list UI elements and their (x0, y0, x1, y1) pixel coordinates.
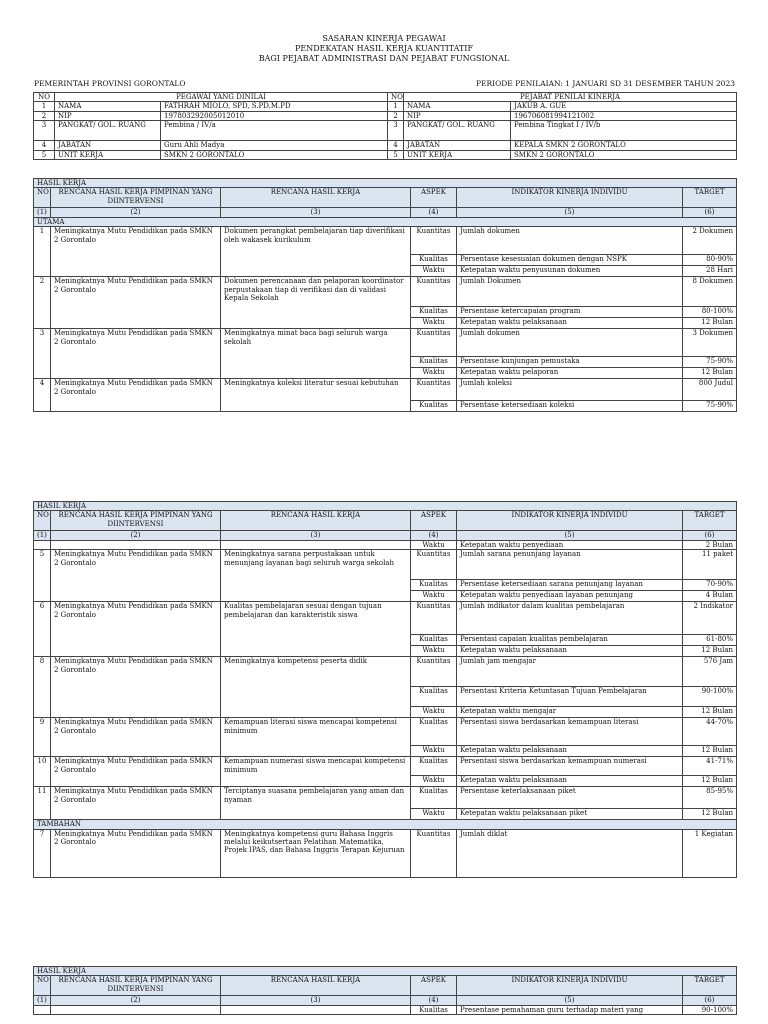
indikator-cell: Persentasi siswa berdasarkan kemampuan literasi (457, 718, 683, 746)
identity-label: JABATAN (55, 141, 161, 150)
identity-value: Guru Ahli Madya (161, 141, 388, 150)
target-cell: 85-95% (683, 787, 737, 809)
target-cell: 44-70% (683, 718, 737, 746)
indikator-cell: Presentase pemahaman guru terhadap materi yang (457, 1005, 683, 1014)
item-no: 2 (34, 277, 51, 329)
indikator-cell: Ketepatan waktu penyediaan layanan penunjang (457, 591, 683, 602)
aspek-cell: Waktu (411, 266, 457, 277)
aspek-cell: Kuantitas (411, 657, 457, 687)
identity-row (34, 102, 737, 111)
indikator-cell: Persentase keterlaksanaan piket (457, 787, 683, 809)
rhk-pimpinan-cell: Meningkatnya Mutu Pendidikan pada SMKN 2 Gorontalo (51, 602, 221, 657)
identity-no: 1 (388, 102, 404, 111)
section-tambahan (34, 820, 737, 829)
col-target: TARGET (683, 188, 737, 208)
target-cell: 80-100% (683, 307, 737, 318)
col-number: (5) (457, 208, 683, 217)
target-cell: 12 Bulan (683, 707, 737, 718)
rhk-pimpinan-cell (51, 1005, 221, 1014)
rhk-pimpinan-cell: Meningkatnya Mutu Pendidikan pada SMKN 2 Gorontalo (51, 829, 221, 877)
identity-value: FATHRAH MIOLO, SPD, S.PD.M.PD (161, 102, 388, 111)
indikator-cell: Persentasi capaian kualitas pembelajaran (457, 635, 683, 646)
item-no (34, 1005, 51, 1014)
aspek-cell: Kualitas (411, 357, 457, 368)
indikator-cell: Persentase ketersediaan sarana penunjang layanan (457, 580, 683, 591)
indikator-cell: Persentasi Kriteria Ketuntasan Tujuan Pembelajaran (457, 687, 683, 707)
id-col-no-2: NO (388, 93, 404, 102)
aspek-cell: Kualitas (411, 307, 457, 318)
item-no: 8 (34, 657, 51, 718)
rhk-cell: Meningkatnya koleksi literatur sesuai kebutuhan (221, 379, 411, 412)
aspek-cell: Kualitas (411, 787, 457, 809)
col-number: (1) (34, 531, 51, 540)
target-cell: 11 paket (683, 550, 737, 580)
identity-label: NAMA (55, 102, 161, 111)
identity-value: Pembina Tingkat I / IV/b (511, 121, 737, 141)
identity-label: NAMA (404, 102, 511, 111)
aspek-cell: Waktu (411, 318, 457, 329)
target-cell: 80-90% (683, 255, 737, 266)
target-cell: 8 Dokumen (683, 277, 737, 307)
col-rhk-pimpinan: RENCANA HASIL KERJA PIMPINAN YANG DIINTERVENSI (51, 188, 221, 208)
rhk-pimpinan-cell (51, 540, 221, 549)
header-row (34, 188, 737, 208)
identity-label: PANGKAT/ GOL. RUANG (404, 121, 511, 141)
identity-value: KEPALA SMKN 2 GORONTALO (511, 141, 737, 150)
indikator-cell: Ketepatan waktu pelaporan (457, 368, 683, 379)
identity-label: UNIT KERJA (404, 150, 511, 159)
col-target: TARGET (683, 511, 737, 531)
section-row (34, 179, 737, 188)
identity-value: Pembina / IV/a (161, 121, 388, 141)
col-rhk: RENCANA HASIL KERJA (221, 511, 411, 531)
rhk-cell: Meningkatnya kompetensi peserta didik (221, 657, 411, 718)
identity-row (34, 121, 737, 141)
target-cell: 2 Bulan (683, 540, 737, 549)
pejabat-penilai-header: PEJABAT PENILAI KINERJA (404, 93, 737, 102)
numbering-row (34, 531, 737, 540)
rhk-cell: Kualitas pembelajaran sesuai dengan tujuan pembelajaran dan karakteristik siswa (221, 602, 411, 657)
item-row (34, 657, 737, 687)
target-cell: 12 Bulan (683, 776, 737, 787)
identity-value: 196706081994121002 (511, 111, 737, 120)
aspek-cell: Kuantitas (411, 329, 457, 357)
doc-subtitle-2: BAGI PEJABAT ADMINISTRASI DAN PEJABAT FUNGSIONAL (258, 54, 510, 63)
indikator-cell: Ketepatan waktu mengajar (457, 707, 683, 718)
identity-label: NIP (55, 111, 161, 120)
indikator-cell: Persentase kesesuaian dokumen dengan NSPK (457, 255, 683, 266)
col-rhk-pimpinan: RENCANA HASIL KERJA PIMPINAN YANG DIINTERVENSI (51, 511, 221, 531)
item-no: 10 (34, 757, 51, 787)
col-number: (6) (683, 531, 737, 540)
col-number: (3) (221, 208, 411, 217)
indikator-cell: Ketepatan waktu pelaksanaan (457, 318, 683, 329)
target-cell: 12 Bulan (683, 368, 737, 379)
target-cell: 1 Kegiatan (683, 829, 737, 877)
target-cell: 75-90% (683, 357, 737, 368)
item-row (34, 829, 737, 877)
identity-row (34, 141, 737, 150)
rhk-cell: Terciptanya suasana pembelajaran yang aman dan nyaman (221, 787, 411, 820)
item-no: 3 (34, 329, 51, 379)
aspek-cell: Kualitas (411, 635, 457, 646)
item-row (34, 329, 737, 357)
continuation-row (34, 1005, 737, 1014)
target-cell: 12 Bulan (683, 746, 737, 757)
identity-no: 2 (388, 111, 404, 120)
target-cell: 90-100% (683, 687, 737, 707)
col-number: (6) (683, 208, 737, 217)
rhk-cell: Kemampuan literasi siswa mencapai kompetensi minimum (221, 718, 411, 757)
rhk-pimpinan-cell: Meningkatnya Mutu Pendidikan pada SMKN 2 Gorontalo (51, 718, 221, 757)
col-number: (6) (683, 996, 737, 1005)
col-number: (4) (411, 208, 457, 217)
indikator-cell: Persentasi siswa berdasarkan kemampuan numerasi (457, 757, 683, 776)
indikator-cell: Jumlah Dokumen (457, 277, 683, 307)
item-row (34, 379, 737, 401)
rhk-cell: Dokumen perangkat pembelajaran tiap diverifikasi oleh wakasek kurikulum (221, 227, 411, 277)
col-number: (5) (457, 996, 683, 1005)
section-row (34, 502, 737, 511)
indikator-cell: Persentase ketercapaian program (457, 307, 683, 318)
aspek-cell: Waktu (411, 540, 457, 549)
target-cell: 4 Bulan (683, 591, 737, 602)
item-no: 11 (34, 787, 51, 820)
item-no: 1 (34, 227, 51, 277)
rhk-cell: Meningkatnya minat baca bagi seluruh warga sekolah (221, 329, 411, 379)
continuation-row (34, 540, 737, 549)
section-utama (34, 217, 737, 226)
hasil-kerja-table-3 (33, 966, 737, 1015)
identity-value: SMKN 2 GORONTALO (161, 150, 388, 159)
aspek-cell: Kuantitas (411, 602, 457, 635)
identity-no: 5 (388, 150, 404, 159)
identity-label: UNIT KERJA (55, 150, 161, 159)
header-row (34, 976, 737, 996)
section-hasil-kerja: HASIL KERJA (34, 967, 737, 976)
col-rhk-pimpinan: RENCANA HASIL KERJA PIMPINAN YANG DIINTERVENSI (51, 976, 221, 996)
indikator-cell: Ketepatan waktu penyusunan dokumen (457, 266, 683, 277)
section-utama: UTAMA (34, 217, 737, 226)
item-row (34, 718, 737, 746)
col-indikator: INDIKATOR KINERJA INDIVIDU (457, 188, 683, 208)
header-row (34, 511, 737, 531)
col-indikator: INDIKATOR KINERJA INDIVIDU (457, 511, 683, 531)
col-number: (2) (51, 208, 221, 217)
rhk-pimpinan-cell: Meningkatnya Mutu Pendidikan pada SMKN 2 Gorontalo (51, 657, 221, 718)
pegawai-dinilai-header: PEGAWAI YANG DINILAI (55, 93, 388, 102)
aspek-cell: Waktu (411, 707, 457, 718)
aspek-cell: Waktu (411, 591, 457, 602)
indikator-cell: Jumlah indikator dalam kualitas pembelajaran (457, 602, 683, 635)
section-row (34, 967, 737, 976)
aspek-cell: Kuantitas (411, 550, 457, 580)
col-no: NO (34, 511, 51, 531)
identity-no: 1 (34, 102, 55, 111)
target-cell: 61-80% (683, 635, 737, 646)
target-cell: 12 Bulan (683, 646, 737, 657)
item-no (34, 540, 51, 549)
identity-no: 4 (34, 141, 55, 150)
aspek-cell: Kualitas (411, 687, 457, 707)
rhk-pimpinan-cell: Meningkatnya Mutu Pendidikan pada SMKN 2 Gorontalo (51, 277, 221, 329)
instansi-label: PEMERINTAH PROVINSI GORONTALO (34, 79, 186, 88)
identity-table (33, 92, 737, 160)
rhk-cell: Kemampuan numerasi siswa mencapai kompetensi minimum (221, 757, 411, 787)
item-no: 7 (34, 829, 51, 877)
identity-label: PANGKAT/ GOL. RUANG (55, 121, 161, 141)
indikator-cell: Persentase ketersediaan koleksi (457, 401, 683, 412)
item-no: 6 (34, 602, 51, 657)
aspek-cell: Waktu (411, 776, 457, 787)
item-no: 9 (34, 718, 51, 757)
hasil-kerja-table-1 (33, 178, 737, 412)
col-number: (4) (411, 531, 457, 540)
rhk-cell: Dokumen perencanaan dan pelaporan koordinator perpustakaan tiap di verifikasi dan di validasi Kepala Sekolah (221, 277, 411, 329)
hasil-kerja-table-2 (33, 501, 737, 878)
rhk-pimpinan-cell: Meningkatnya Mutu Pendidikan pada SMKN 2 Gorontalo (51, 227, 221, 277)
col-number: (4) (411, 996, 457, 1005)
numbering-row (34, 996, 737, 1005)
aspek-cell: Kualitas (411, 580, 457, 591)
target-cell: 28 Hari (683, 266, 737, 277)
indikator-cell: Persentase kunjungan pemustaka (457, 357, 683, 368)
target-cell: 2 Indikator (683, 602, 737, 635)
col-number: (1) (34, 996, 51, 1005)
col-number: (3) (221, 531, 411, 540)
col-no: NO (34, 976, 51, 996)
doc-subtitle: PENDEKATAN HASIL KERJA KUANTITATIF (294, 44, 474, 53)
col-indikator: INDIKATOR KINERJA INDIVIDU (457, 976, 683, 996)
identity-label: NIP (404, 111, 511, 120)
identity-label: JABATAN (404, 141, 511, 150)
aspek-cell: Kualitas (411, 401, 457, 412)
identity-no: 4 (388, 141, 404, 150)
identity-no: 5 (34, 150, 55, 159)
indikator-cell: Jumlah dokumen (457, 329, 683, 357)
identity-no: 3 (388, 121, 404, 141)
indikator-cell: Ketepatan waktu penyediaan (457, 540, 683, 549)
item-row (34, 227, 737, 255)
indikator-cell: Jumlah jam mengajar (457, 657, 683, 687)
target-cell: 75-90% (683, 401, 737, 412)
indikator-cell: Ketepatan waktu pelaksanaan (457, 746, 683, 757)
col-number: (2) (51, 996, 221, 1005)
indikator-cell: Jumlah diklat (457, 829, 683, 877)
identity-value: 197803292005012010 (161, 111, 388, 120)
identity-row (34, 150, 737, 159)
identity-value: JAKUB A. GUE (511, 102, 737, 111)
identity-no: 3 (34, 121, 55, 141)
aspek-cell: Waktu (411, 746, 457, 757)
target-cell: 2 Dokumen (683, 227, 737, 255)
col-rhk: RENCANA HASIL KERJA (221, 188, 411, 208)
rhk-cell (221, 540, 411, 549)
rhk-pimpinan-cell: Meningkatnya Mutu Pendidikan pada SMKN 2 Gorontalo (51, 379, 221, 412)
col-target: TARGET (683, 976, 737, 996)
aspek-cell: Kuantitas (411, 227, 457, 255)
target-cell: 12 Bulan (683, 809, 737, 820)
doc-title: SASARAN KINERJA PEGAWAI (322, 34, 446, 43)
aspek-cell: Kuantitas (411, 829, 457, 877)
indikator-cell: Ketepatan waktu pelaksanaan (457, 646, 683, 657)
aspek-cell: Kuantitas (411, 277, 457, 307)
item-row (34, 757, 737, 776)
rhk-pimpinan-cell: Meningkatnya Mutu Pendidikan pada SMKN 2 Gorontalo (51, 757, 221, 787)
col-aspek: ASPEK (411, 976, 457, 996)
identity-row (34, 111, 737, 120)
aspek-cell: Kualitas (411, 1005, 457, 1014)
aspek-cell: Kualitas (411, 255, 457, 266)
periode-label: PERIODE PENILAIAN: 1 JANUARI SD 31 DESEMBER TAHUN 2023 (476, 79, 735, 88)
indikator-cell: Jumlah koleksi (457, 379, 683, 401)
rhk-cell: Meningkatnya sarana perpustakaan untuk menunjang layanan bagi seluruh warga sekolah (221, 550, 411, 602)
indikator-cell: Jumlah dokumen (457, 227, 683, 255)
section-tambahan: TAMBAHAN (34, 820, 737, 829)
identity-value: SMKN 2 GORONTALO (511, 150, 737, 159)
aspek-cell: Kualitas (411, 718, 457, 746)
rhk-pimpinan-cell: Meningkatnya Mutu Pendidikan pada SMKN 2 Gorontalo (51, 550, 221, 602)
section-hasil-kerja: HASIL KERJA (34, 179, 737, 188)
item-row (34, 550, 737, 580)
aspek-cell: Waktu (411, 368, 457, 379)
target-cell: 12 Bulan (683, 318, 737, 329)
col-aspek: ASPEK (411, 511, 457, 531)
col-number: (2) (51, 531, 221, 540)
aspek-cell: Waktu (411, 646, 457, 657)
item-no: 5 (34, 550, 51, 602)
item-no: 4 (34, 379, 51, 412)
rhk-cell (221, 1005, 411, 1014)
target-cell: 3 Dokumen (683, 329, 737, 357)
id-col-no: NO (34, 93, 55, 102)
col-rhk: RENCANA HASIL KERJA (221, 976, 411, 996)
numbering-row (34, 208, 737, 217)
rhk-cell: Meningkatnya kompetensi guru Bahasa Inggris melalui keikutsertaan Pelatihan Matematika, Projek IPAS, dan Bahasa Inggris Terapan Kejuruan (221, 829, 411, 877)
item-row (34, 277, 737, 307)
col-number: (3) (221, 996, 411, 1005)
indikator-cell: Ketepatan waktu pelaksanaan (457, 776, 683, 787)
col-aspek: ASPEK (411, 188, 457, 208)
indikator-cell: Ketepatan waktu pelaksanaan piket (457, 809, 683, 820)
target-cell: 70-90% (683, 580, 737, 591)
item-row (34, 787, 737, 809)
identity-no: 2 (34, 111, 55, 120)
target-cell: 90-100% (683, 1005, 737, 1014)
indikator-cell: Jumlah sarana penunjang layanan (457, 550, 683, 580)
col-number: (5) (457, 531, 683, 540)
target-cell: 576 Jam (683, 657, 737, 687)
aspek-cell: Kualitas (411, 757, 457, 776)
item-row (34, 602, 737, 635)
col-no: NO (34, 188, 51, 208)
aspek-cell: Waktu (411, 809, 457, 820)
rhk-pimpinan-cell: Meningkatnya Mutu Pendidikan pada SMKN 2 Gorontalo (51, 787, 221, 820)
target-cell: 800 Judul (683, 379, 737, 401)
aspek-cell: Kuantitas (411, 379, 457, 401)
rhk-pimpinan-cell: Meningkatnya Mutu Pendidikan pada SMKN 2 Gorontalo (51, 329, 221, 379)
col-number: (1) (34, 208, 51, 217)
section-hasil-kerja: HASIL KERJA (34, 502, 737, 511)
target-cell: 41-71% (683, 757, 737, 776)
